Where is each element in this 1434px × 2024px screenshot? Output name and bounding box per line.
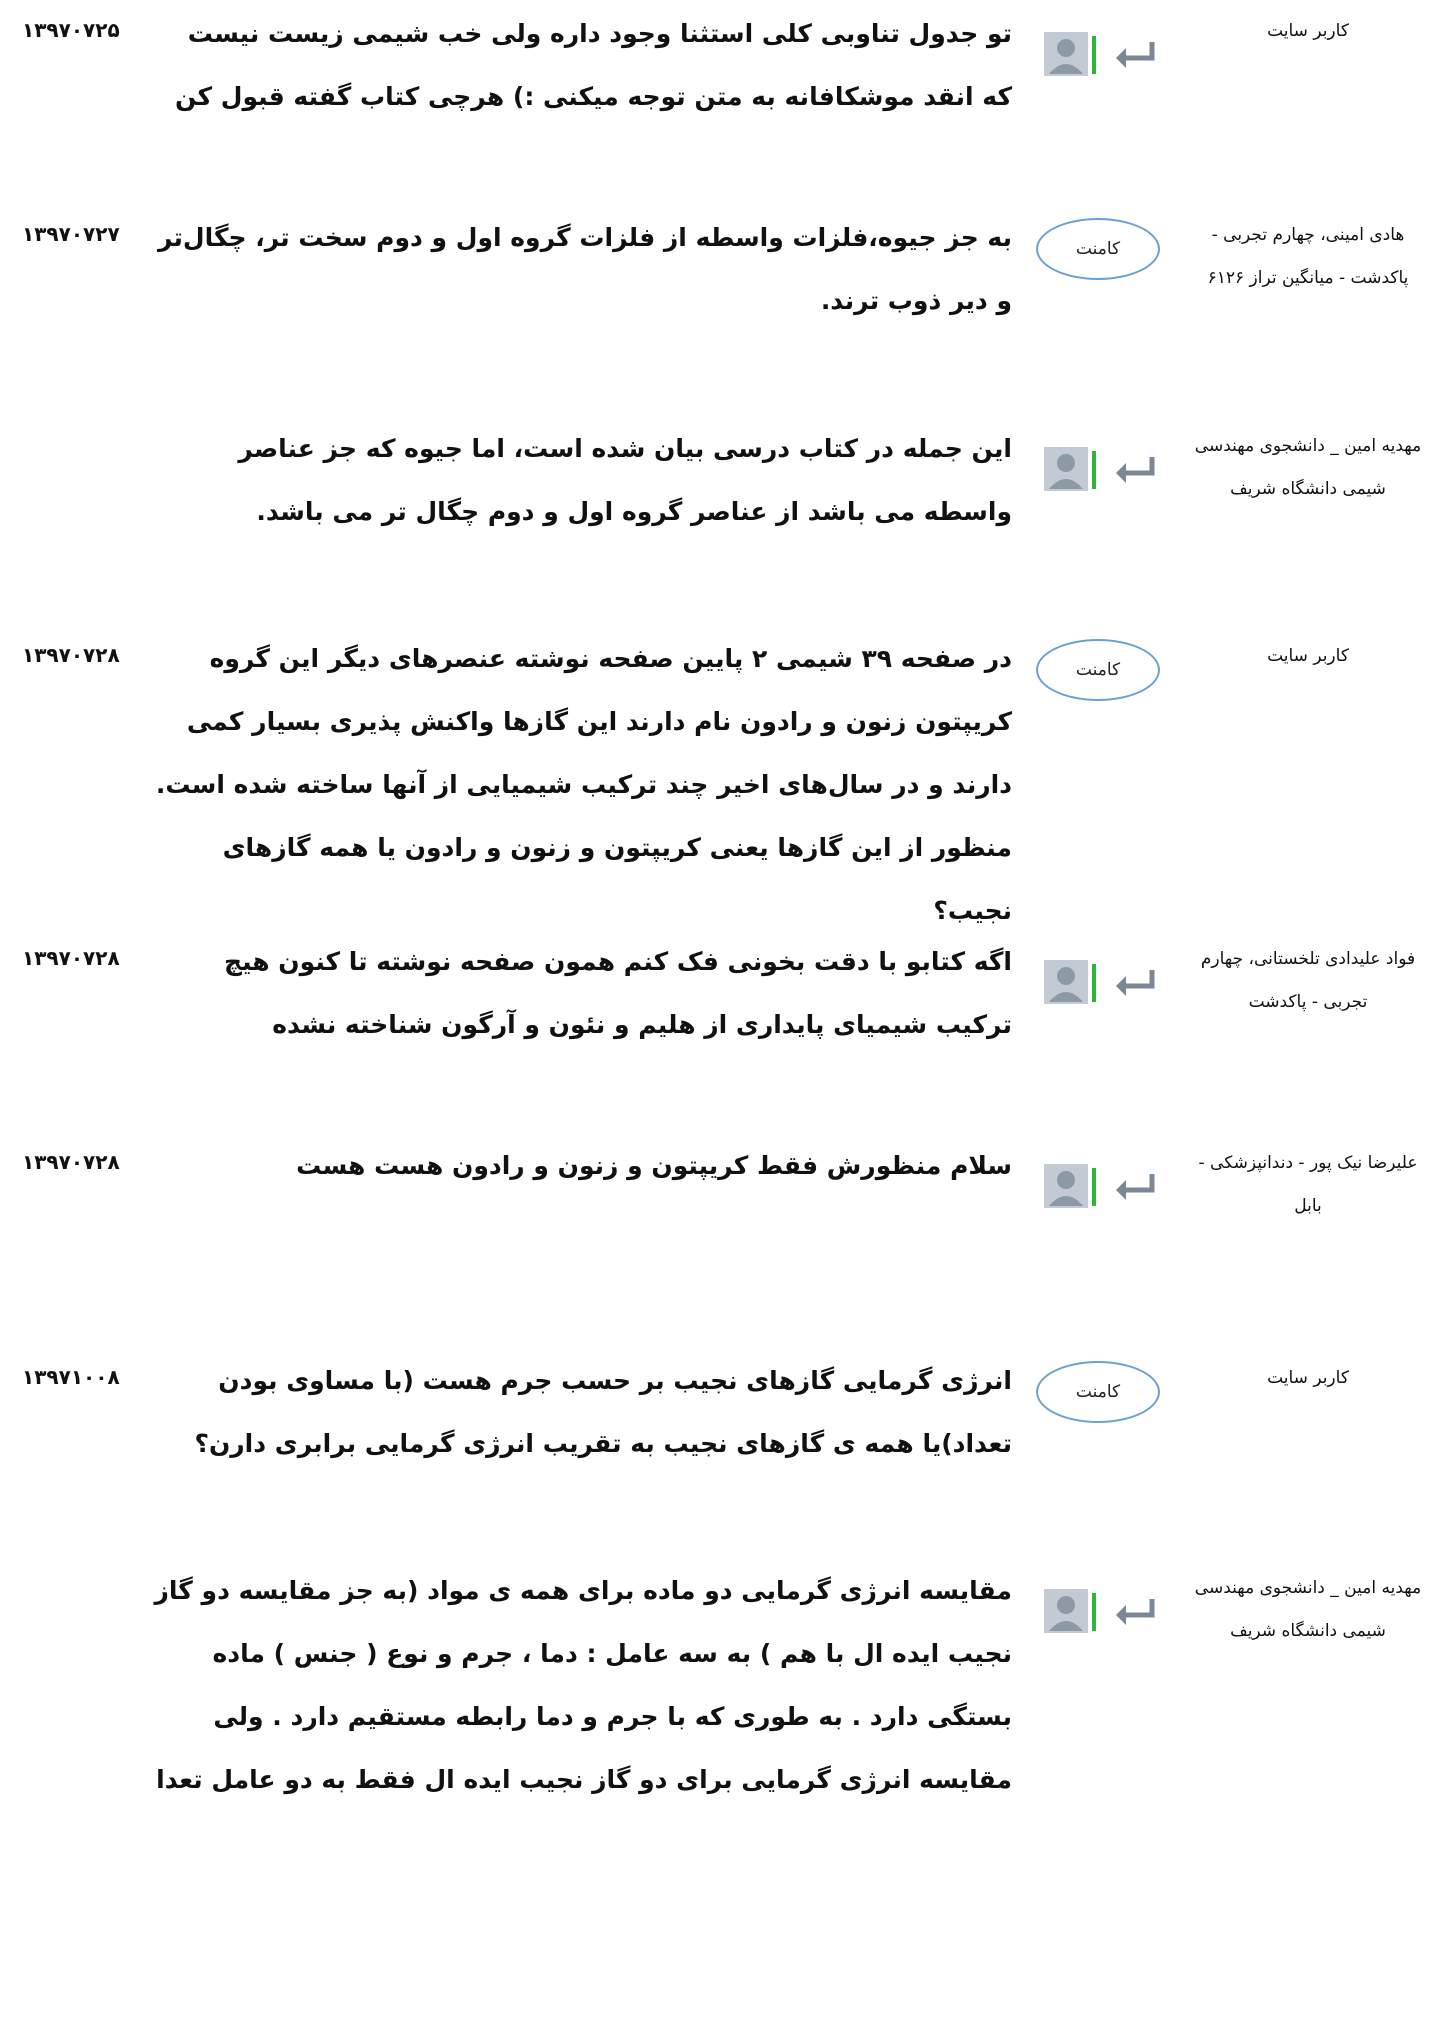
comment-date: ۱۳۹۷۱۰۰۸ — [22, 1365, 120, 1389]
comment-text: به جز جیوه،فلزات واسطه از فلزات گروه اول و دوم سخت تر، چگال‌تر و دیر ذوب ترند. — [157, 223, 1012, 315]
avatar-icon — [1040, 1160, 1102, 1214]
avatar-icon — [1040, 28, 1102, 82]
reply-arrow-icon[interactable] — [1112, 38, 1158, 74]
comment-date: ۱۳۹۷۰۷۲۸ — [22, 643, 120, 667]
comment-date: ۱۳۹۷۰۷۲۷ — [22, 222, 120, 246]
reply-arrow-icon[interactable] — [1112, 966, 1158, 1002]
comment-author: فواد علیدادی تلخستانی، چهارم تجربی - پاکدشت — [1200, 949, 1416, 1012]
comment-date: ۱۳۹۷۰۷۲۸ — [22, 1150, 120, 1174]
comment-text: مقایسه انرژی گرمایی دو ماده برای همه ی مواد (به جز مقایسه دو گاز نجیب ایده ال با هم ) به سه عامل : دما ، جرم و نوع ( جنس ) ماده بستگی دارد . به طوری که با جرم و دما رابطه مستقیم دارد . ولی مقایسه انرژی گرمایی برای دو گاز نجیب ایده ال فقط به دو عامل تعدا — [154, 1576, 1012, 1794]
comment-text: اگه کتابو با دقت بخونی فک کنم همون صفحه نوشته تا کنون هیچ ترکیب شیمیای پایداری از هلیم و نئون و آرگون شناخته نشده — [224, 947, 1012, 1039]
comment-badge[interactable]: کامنت — [1036, 639, 1160, 701]
comment-text: تو جدول تناوبی کلی استثنا وجود داره ولی خب شیمی زیست نیست که انقد موشکافانه به متن توجه میکنی :) هرچی کتاب گفته قبول کن — [175, 19, 1012, 111]
comment-text: در صفحه ۳۹ شیمی ۲ پایین صفحه نوشته عنصرهای دیگر این گروه کریپتون زنون و رادون نام دارند این گازها واکنش پذیری بسیار کمی دارند و در سال‌های اخیر چند ترکیب شیمیایی از آنها ساخته شده است. منظور از این گازها یعنی کریپتون و زنون و رادون یا همه گازهای نجیب؟ — [155, 644, 1012, 925]
comment-date: ۱۳۹۷۰۷۲۵ — [22, 18, 120, 42]
reply-marker[interactable] — [1040, 1585, 1170, 1645]
comment-text: انرژی گرمایی گازهای نجیب بر حسب جرم هست (با مساوی بودن تعداد)یا همه ی گازهای نجیب به تقریب انرژی گرمایی برابری دارن؟ — [194, 1366, 1012, 1458]
comment-author: مهدیه امین _ دانشجوی مهندسی شیمی دانشگاه شریف — [1194, 436, 1422, 499]
comment-badge[interactable]: کامنت — [1036, 218, 1160, 280]
reply-arrow-icon[interactable] — [1112, 1595, 1158, 1631]
comment-author: هادی امینی، چهارم تجربی - پاکدشت - میانگین تراز ۶۱۲۶ — [1207, 225, 1409, 288]
comment-author: کاربر سایت — [1267, 1368, 1349, 1388]
comment-author: کاربر سایت — [1267, 646, 1349, 666]
avatar-icon — [1040, 443, 1102, 497]
reply-arrow-icon[interactable] — [1112, 1170, 1158, 1206]
avatar-icon — [1040, 956, 1102, 1010]
reply-arrow-icon[interactable] — [1112, 453, 1158, 489]
comment-author: علیرضا نیک پور - دندانپزشکی - بابل — [1198, 1153, 1418, 1216]
comment-text: این جمله در کتاب درسی بیان شده است، اما جیوه که جز عناصر واسطه می باشد از عناصر گروه اول و دوم چگال تر می باشد. — [238, 434, 1012, 526]
reply-marker[interactable] — [1040, 1160, 1170, 1220]
comment-author: مهدیه امین _ دانشجوی مهندسی شیمی دانشگاه شریف — [1194, 1578, 1422, 1641]
comment-text: سلام منظورش فقط کریپتون و زنون و رادون هست هست — [296, 1151, 1012, 1180]
reply-marker[interactable] — [1040, 443, 1170, 503]
comment-badge[interactable]: کامنت — [1036, 1361, 1160, 1423]
comment-author: کاربر سایت — [1267, 21, 1349, 41]
reply-marker[interactable] — [1040, 28, 1170, 88]
avatar-icon — [1040, 1585, 1102, 1639]
comment-date: ۱۳۹۷۰۷۲۸ — [22, 946, 120, 970]
reply-marker[interactable] — [1040, 956, 1170, 1016]
